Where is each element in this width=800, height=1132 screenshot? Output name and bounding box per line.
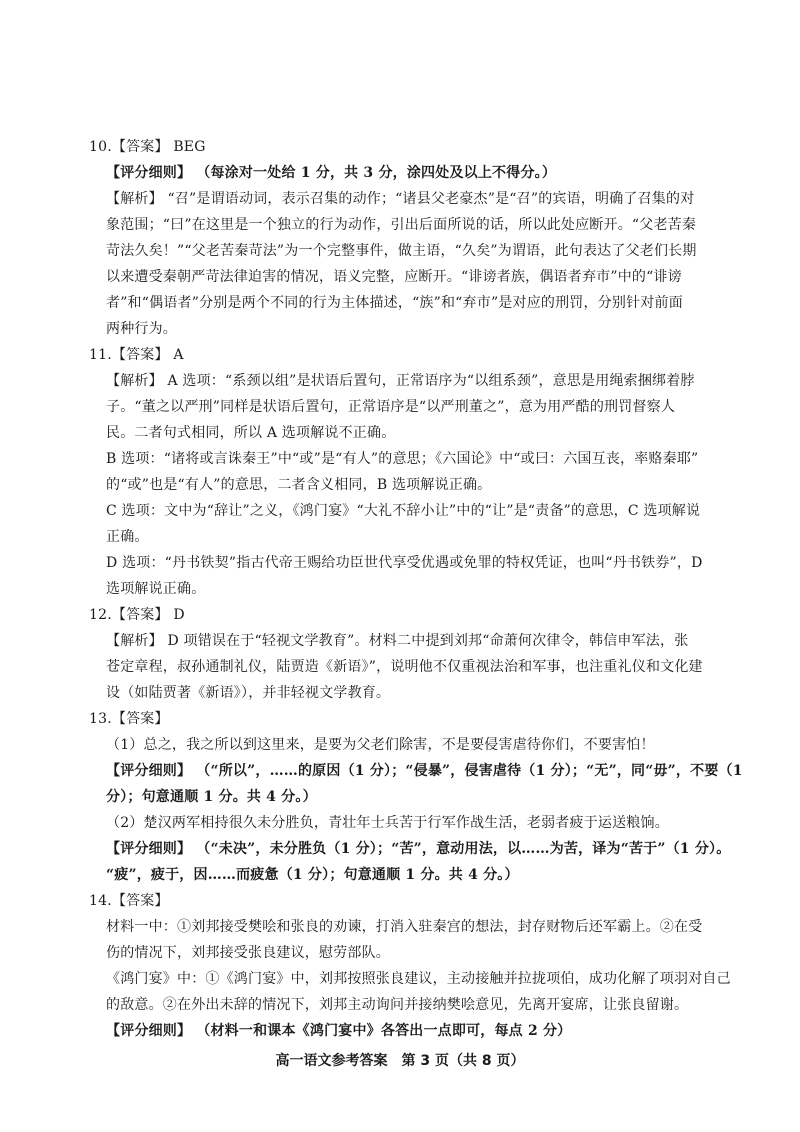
q13-scoring: 分）；句意通顺 1 分。共 4 分。） [106, 789, 317, 805]
q10-scoring: 【评分细则】 （每涂对一处给 1 分，共 3 分，涂四处及以上不得分。） [106, 165, 557, 181]
page-footer: 高一语文参考答案 第 3 页（共 8 页） [275, 1053, 525, 1069]
q11-analysis-line: B 选项：“诸将或言诛秦王”中“或”是“有人”的意思；《六国论》中“或曰：六国互丧，率赂秦耶” [106, 451, 699, 467]
q12-answer: 12.【答案】 D [89, 607, 185, 623]
q13-line: （2）楚汉两军相持很久未分胜负，青壮年士兵苦于行军作战生活，老弱者疲于运送粮饷。 [106, 815, 669, 831]
q11-analysis-line: 正确。 [106, 529, 149, 545]
q14-line: 的敌意。②在外出未辞的情况下，刘邦主动询问并接纳樊哙意见，先离开宴席，让张良留谢。 [106, 997, 689, 1013]
q13-scoring: 【评分细则】 （“未决”，未分胜负（1 分）；“苦”，意动用法，以……为苦，译为“苦于”（1 分）。 [106, 841, 731, 857]
q10-analysis-line: 苛法久矣！”“父老苦秦苛法”为一个完整事件，做主语，“久矣”为谓语，此句表达了父老们长期 [106, 243, 697, 259]
q12-analysis-line: 苍定章程，叔孙通制礼仪，陆贾造《新语》”，说明他不仅重视法治和军事，也注重礼仪和文化建 [106, 659, 703, 675]
q13-scoring: “疲”，疲于，因……而疲惫（1 分）；句意通顺 1 分。共 4 分。） [106, 867, 519, 883]
q14-answer: 14.【答案】 [89, 893, 169, 909]
q10-analysis-line: 两种行为。 [106, 321, 177, 337]
q11-analysis-line: 的“或”也是“有人”的意思，二者含义相同，B 选项解说正确。 [106, 477, 492, 493]
q11-analysis-line: 【解析】 A 选项：“系颈以组”是状语后置句，正常语序为“以组系颈”，意思是用绳索捆绑着脖 [106, 373, 695, 389]
q11-analysis-line: 子。“董之以严刑”同样是状语后置句，正常语序是“以严刑董之”，意为用严酷的刑罚督察人 [106, 399, 676, 415]
q11-analysis-line: 选项解说正确。 [106, 581, 206, 597]
q10-analysis-line: 象范围；“曰”在这里是一个独立的行为动作，引出后面所说的话，所以此处应断开。“父老苦秦 [106, 217, 697, 233]
q13-line: （1）总之，我之所以到这里来，是要为父老们除害，不是要侵害虐待你们，不要害怕！ [106, 737, 655, 753]
q10-answer: 10.【答案】 BEG [89, 139, 206, 155]
q13-answer: 13.【答案】 [89, 711, 169, 727]
q11-analysis-line: 民。二者句式相同，所以 A 选项解说不正确。 [106, 425, 396, 441]
q10-analysis-line: 【解析】 “召”是谓语动词，表示召集的动作；“诸县父老豪杰”是“召”的宾语，明确了召集的对 [106, 191, 695, 207]
q13-scoring: 【评分细则】 （“所以”，……的原因（1 分）；“侵暴”，侵害虐待（1 分）；“无”，同“毋”，不要（1 [106, 763, 743, 779]
q14-line: 材料一中：①刘邦接受樊哙和张良的劝谏，打消入驻秦宫的想法，封存财物后还军霸上。②在受 [106, 919, 703, 935]
q11-analysis-line: D 选项：“丹书铁契”指古代帝王赐给功臣世代享受优遇或免罪的特权凭证，也叫“丹书铁券”，D [106, 555, 703, 571]
q12-analysis-line: 【解析】 D 项错误在于“轻视文学教育”。材料二中提到刘邦“命萧何次律令，韩信申军法，张 [106, 633, 689, 649]
q12-analysis-line: 设（如陆贾著《新语》），并非轻视文学教育。 [106, 685, 391, 701]
q10-analysis-line: 以来遭受秦朝严苛法律迫害的情况，语义完整，应断开。“诽谤者族，偶语者弃市”中的“诽谤 [106, 269, 682, 285]
q14-scoring: 【评分细则】 （材料一和课本《鸿门宴中》各答出一点即可，每点 2 分） [106, 1023, 572, 1039]
q11-analysis-line: C 选项：文中为“辞让”之义，《鸿门宴》“大礼不辞小让”中的“让”是“责备”的意思，C 选项解说 [106, 503, 701, 519]
q14-line: 伤的情况下，刘邦接受张良建议，慰劳部队。 [106, 945, 390, 961]
q11-answer: 11.【答案】 A [89, 347, 184, 363]
q10-analysis-line: 者”和“偶语者”分别是两个不同的行为主体描述，“族”和“弃市”是对应的刑罚，分别针对前面 [106, 295, 683, 311]
q14-line: 《鸿门宴》中：①《鸿门宴》中，刘邦按照张良建议，主动接触并拉拢项伯，成功化解了项羽对自己 [106, 971, 731, 987]
